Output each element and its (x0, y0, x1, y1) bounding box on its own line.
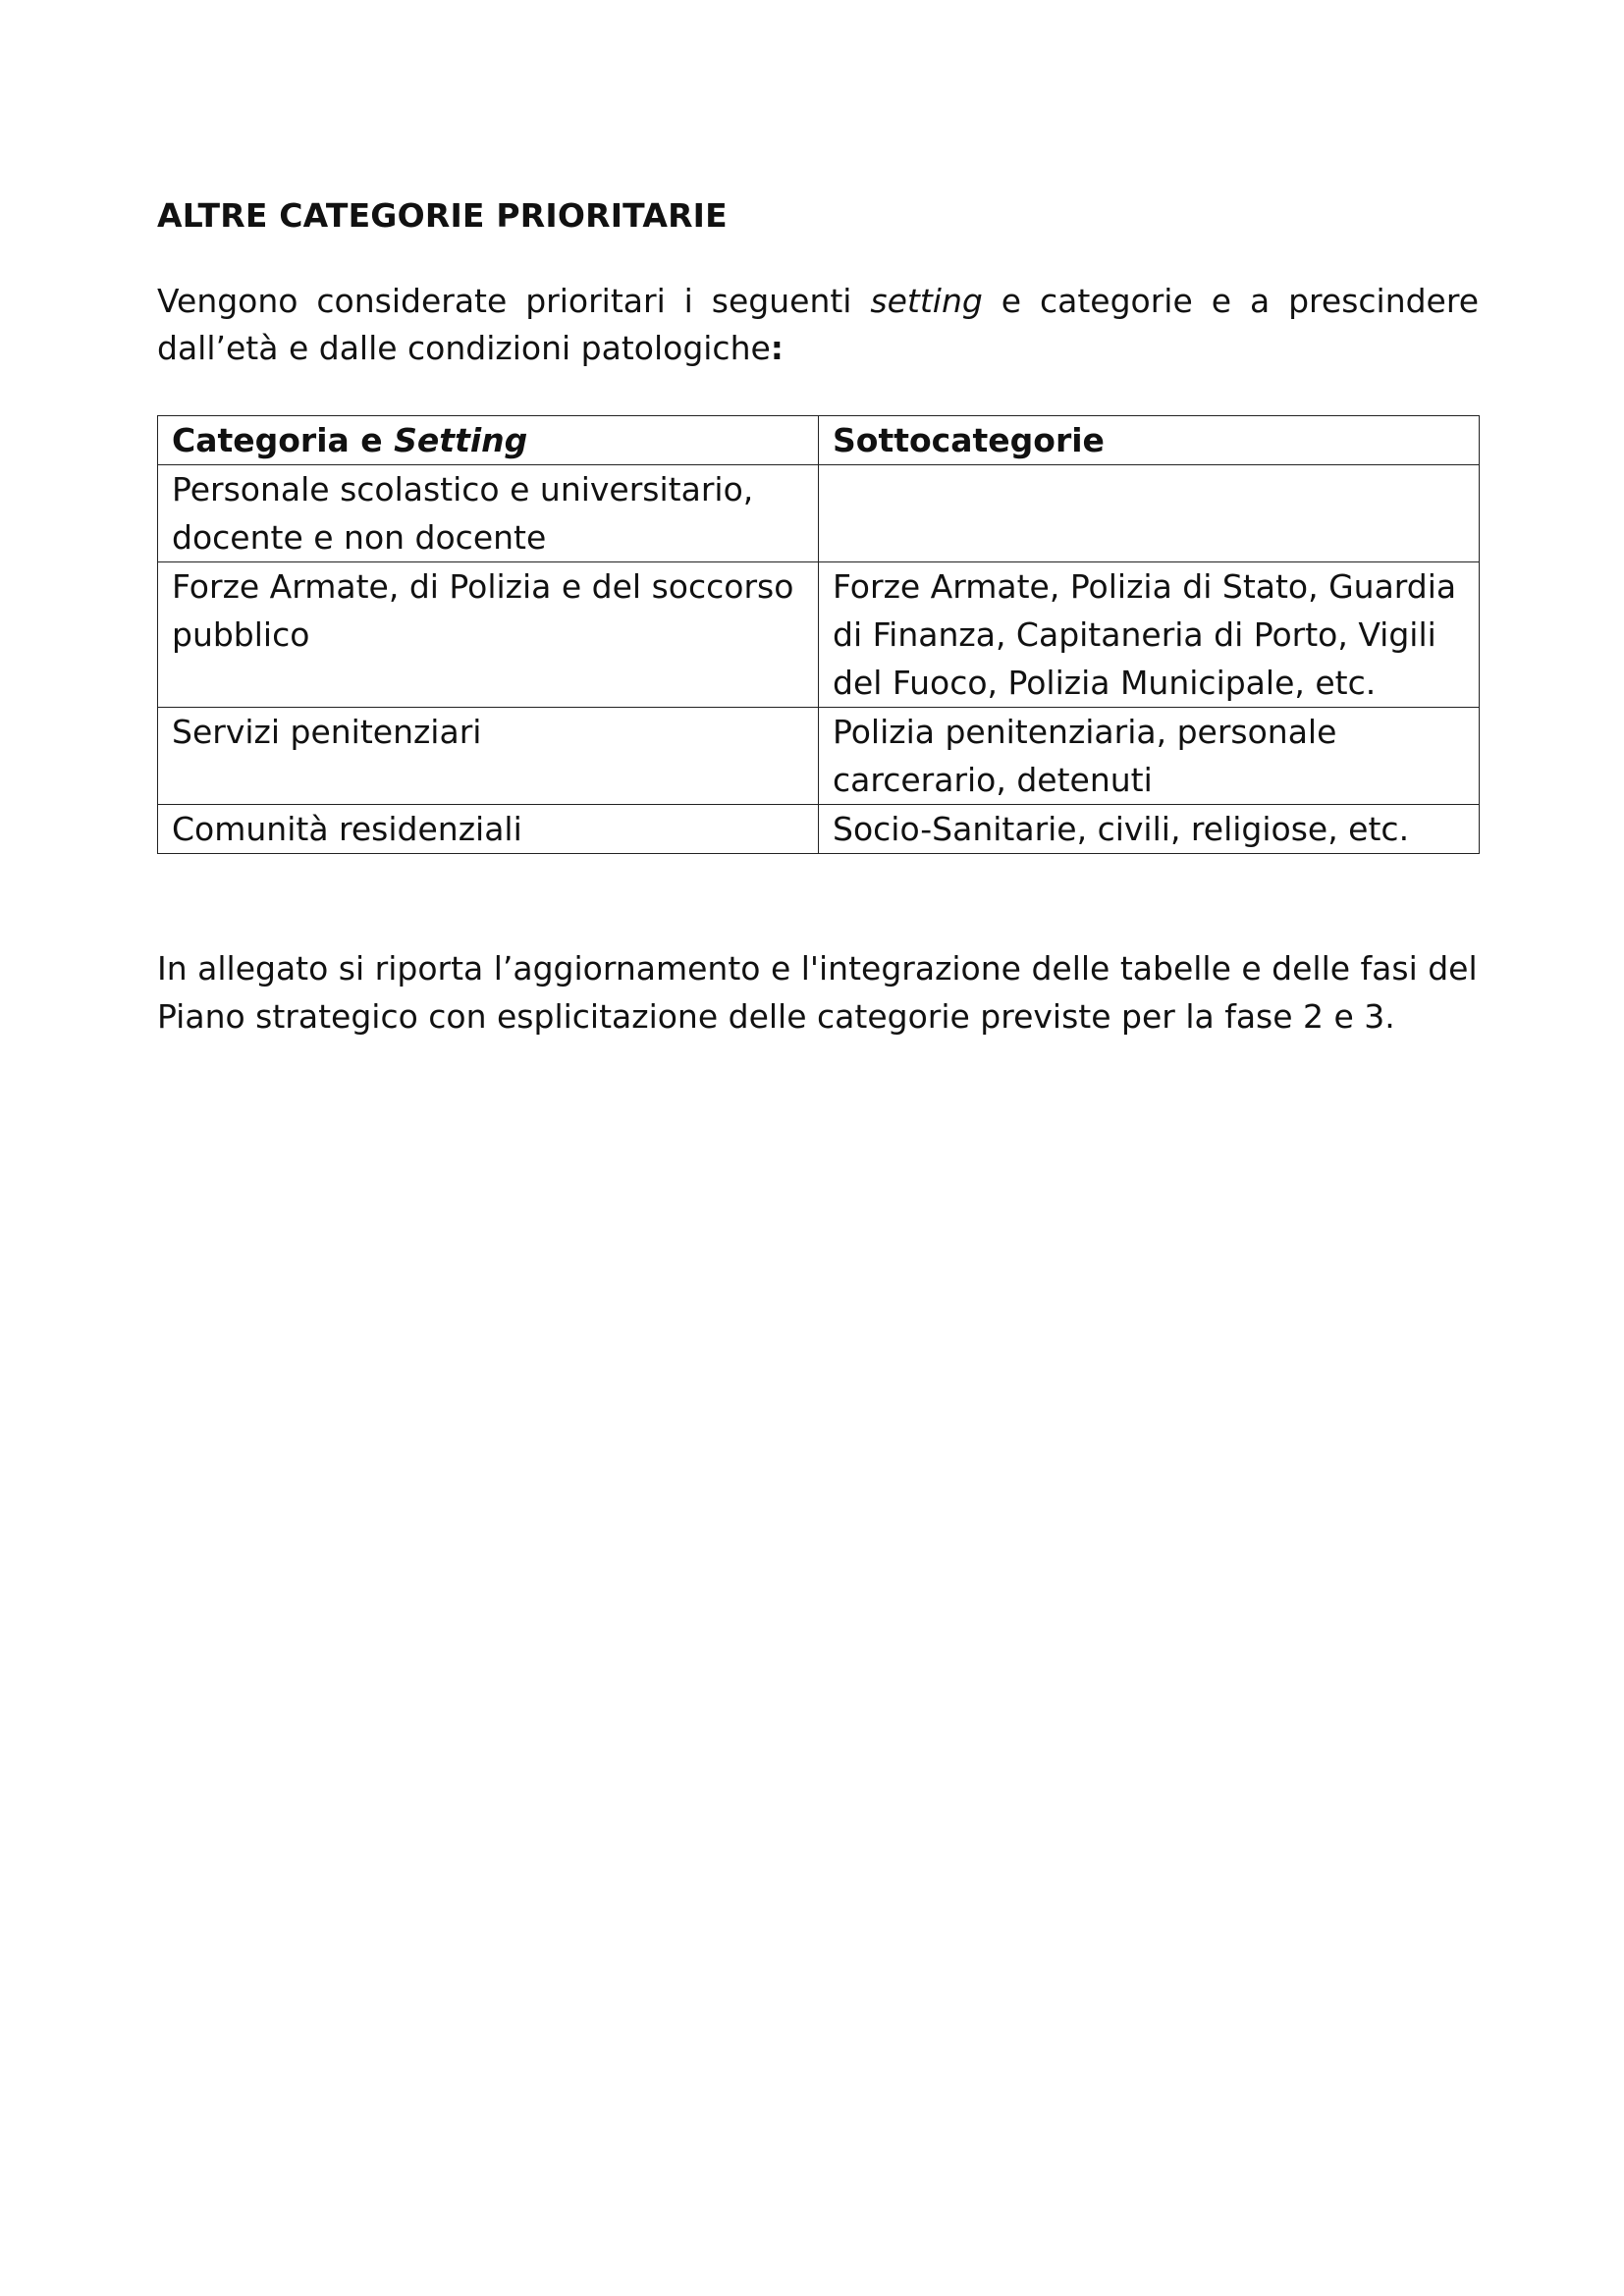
table-row (158, 562, 1480, 708)
section-heading: ALTRE CATEGORIE PRIORITARIE (157, 196, 728, 235)
cell-categoria: Personale scolastico e universitario, docente e non docente (158, 465, 819, 562)
cell-categoria: Servizi penitenziari (158, 708, 819, 805)
cell-categoria: Comunità residenziali (158, 805, 819, 854)
header-sottocategorie: Sottocategorie (819, 416, 1480, 465)
intro-text-end: e categorie e a prescindere dall’età e dalle condizioni patologiche (157, 282, 1480, 367)
header-setting-italic: Setting (394, 421, 528, 459)
intro-colon: : (770, 329, 784, 367)
table-row (158, 465, 1480, 562)
closing-paragraph: In allegato si riporta l’aggiornamento e l'integrazione delle tabelle e delle fasi del Piano strategico con esplicitazione delle categorie previste per la fase 2 e 3. (157, 949, 1478, 1036)
cell-sottocategorie (819, 465, 1480, 562)
table-row (158, 708, 1480, 805)
cell-sottocategorie: Socio-Sanitarie, civili, religiose, etc. (819, 805, 1480, 854)
table-header-row (158, 416, 1480, 465)
cell-categoria: Forze Armate, di Polizia e del soccorso pubblico (158, 562, 819, 708)
intro-paragraph (157, 278, 1479, 372)
table-row (158, 805, 1480, 854)
intro-italic-word: setting (870, 282, 983, 320)
header-categoria-setting (158, 416, 819, 465)
header-categoria-prefix: Categoria e (172, 421, 395, 459)
intro-text-start: Vengono considerate prioritari i seguenti (157, 282, 871, 320)
cell-sottocategorie: Polizia penitenziaria, personale carcerario, detenuti (819, 708, 1480, 805)
priority-categories-table (157, 415, 1480, 854)
cell-sottocategorie: Forze Armate, Polizia di Stato, Guardia di Finanza, Capitaneria di Porto, Vigili del Fuoco, Polizia Municipale, etc. (819, 562, 1480, 708)
